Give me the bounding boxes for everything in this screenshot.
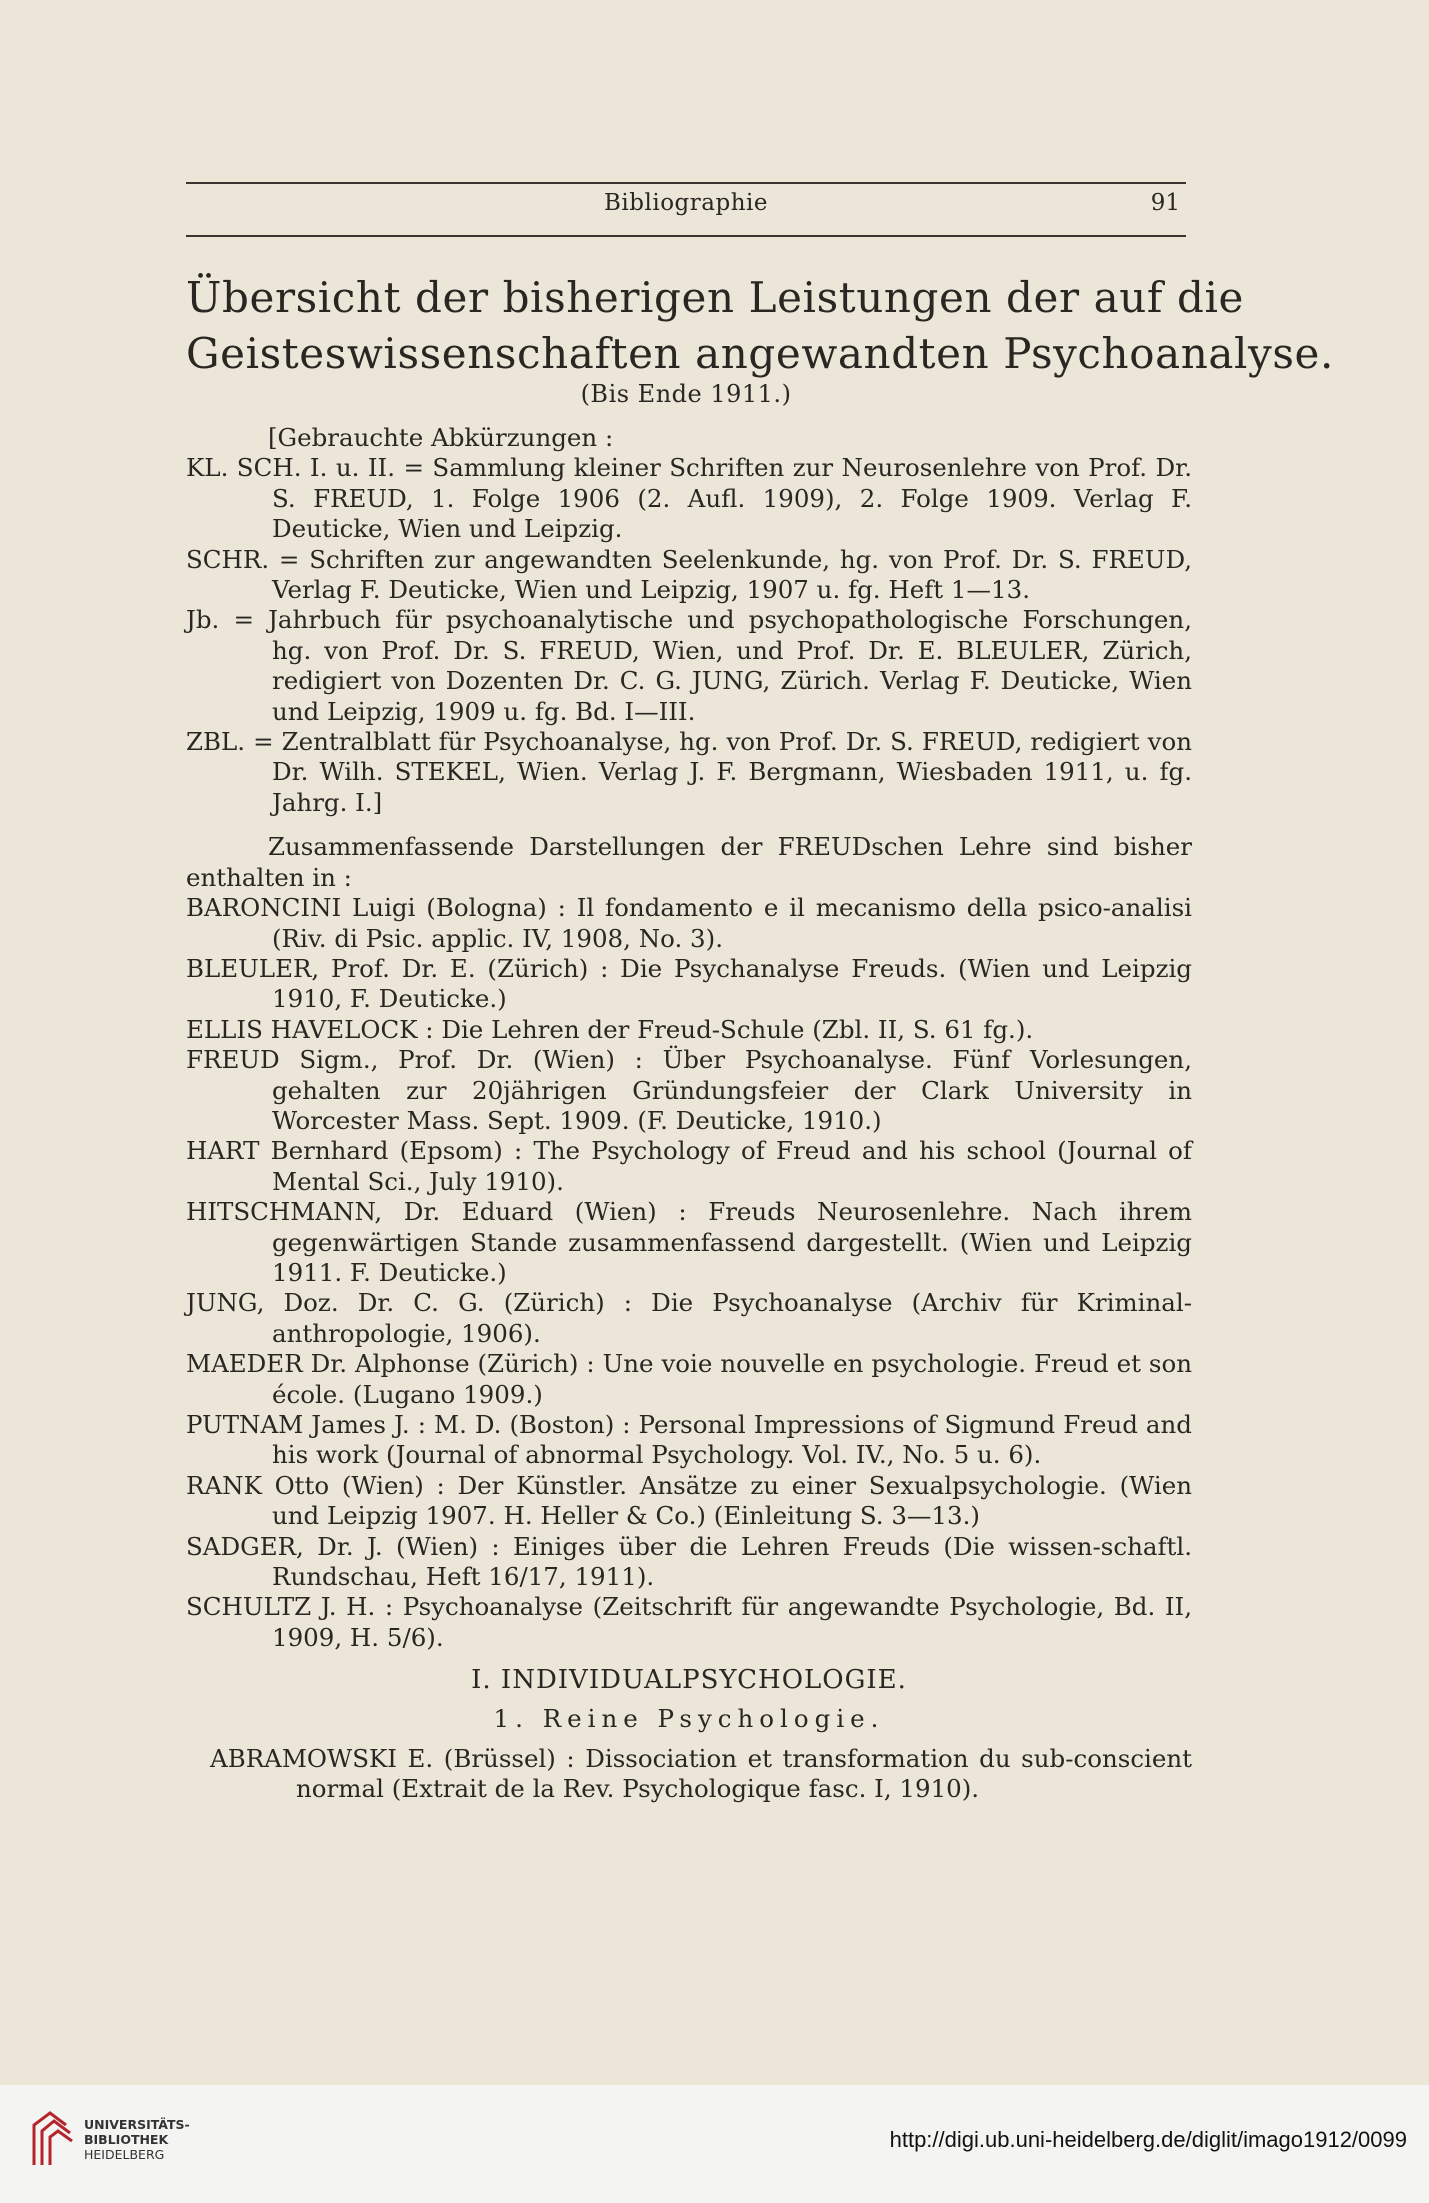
bibliography-entry: MAEDER Dr. Alphonse (Zürich) : Une voie nouvelle en psychologie. Freud et son école. (Lugano 1909.) xyxy=(186,1349,1192,1409)
main-title-line-1: Übersicht der bisherigen Leistungen der auf die xyxy=(186,273,1244,322)
source-url-link[interactable]: http://digi.ub.uni-heidelberg.de/diglit/imago1912/0099 xyxy=(889,2127,1407,2152)
bibliography-entry: BARONCINI Luigi (Bologna) : Il fondamento e il mecanismo della psico-analisi (Riv. di Psic. applic. IV, 1908, No. 3). xyxy=(186,893,1192,953)
abbreviations-intro: [Gebrauchte Abkürzungen : xyxy=(268,423,614,452)
bibliography-entry: ELLIS HAVELOCK : Die Lehren der Freud-Schule (Zbl. II, S. 61 fg.). xyxy=(186,1014,1034,1044)
page-number: 91 xyxy=(1150,190,1180,216)
library-name-line: BIBLIOTHEK xyxy=(84,2132,169,2147)
running-head-title: Bibliographie xyxy=(604,190,768,216)
summary-intro: Zusammenfassende Darstellungen der FREUDschen Lehre sind bisher enthalten in : xyxy=(186,832,1192,892)
subsection-heading: 1. Reine Psychologie. xyxy=(493,1703,885,1733)
main-title-line-2: Geisteswissenschaften angewandten Psychoanalyse. xyxy=(186,329,1334,378)
body-text xyxy=(186,423,1192,1805)
bibliography-entry: FREUD Sigm., Prof. Dr. (Wien) : Über Psychoanalyse. Fünf Vorlesungen, gehalten zur 20jährigen Gründungsfeier der Clark University in Worcester Mass. Sept. 1909. (F. Deuticke, 1910.) xyxy=(186,1045,1192,1135)
library-name-line: HEIDELBERG xyxy=(84,2147,165,2162)
main-title xyxy=(186,270,1334,382)
abbreviation-entry: SCHR. = Schriften zur angewandten Seelenkunde, hg. von Prof. Dr. S. FREUD, Verlag F. Deuticke, Wien und Leipzig, 1907 u. fg. Heft 1—13. xyxy=(186,544,1192,605)
bibliography-entry: ABRAMOWSKI E. (Brüssel) : Dissociation et transformation du sub-conscient normal (Extrait de la Rev. Psychologique fasc. I, 1910). xyxy=(210,1744,1192,1804)
bibliography-entry: RANK Otto (Wien) : Der Künstler. Ansätze zu einer Sexualpsychologie. (Wien und Leipzig 1907. H. Heller & Co.) (Einleitung S. 3—13.) xyxy=(186,1470,1192,1531)
bibliography-entry: BLEULER, Prof. Dr. E. (Zürich) : Die Psychanalyse Freuds. (Wien und Leipzig 1910, F. Deuticke.) xyxy=(186,953,1192,1014)
library-name xyxy=(84,2117,190,2162)
bibliography-entry: SADGER, Dr. J. (Wien) : Einiges über die Lehren Freuds (Die wissen-schaftl. Rundschau, Heft 16/17, 1911). xyxy=(186,1531,1192,1592)
bibliography-entry: JUNG, Doz. Dr. C. G. (Zürich) : Die Psychoanalyse (Archiv für Kriminal-anthropologie, 1906). xyxy=(186,1288,1192,1348)
digitization-footer xyxy=(0,2085,1429,2203)
header-rule-top xyxy=(186,182,1186,184)
bibliography-entry: HART Bernhard (Epsom) : The Psychology of Freud and his school (Journal of Mental Sci., July 1910). xyxy=(186,1136,1192,1196)
abbreviation-entry: ZBL. = Zentralblatt für Psychoanalyse, hg. von Prof. Dr. S. FREUD, redigiert von Dr. Wilh. STEKEL, Wien. Verlag J. F. Bergmann, Wiesbaden 1911, u. fg. Jahrg. I.] xyxy=(186,727,1192,817)
header-rule-bottom xyxy=(186,235,1186,237)
library-logo-icon xyxy=(28,2107,76,2171)
abbreviation-entry: KL. SCH. I. u. II. = Sammlung kleiner Schriften zur Neurosenlehre von Prof. Dr. S. FREUD, 1. Folge 1906 (2. Aufl. 1909), 2. Folge 1909. Verlag F. Deuticke, Wien und Leipzig. xyxy=(186,453,1192,544)
abbreviation-entry: Jb. = Jahrbuch für psychoanalytische und psychopathologische Forschungen, hg. von Prof. Dr. S. FREUD, Wien, und Prof. Dr. E. BLEULER, Zürich, redigiert von Dozenten Dr. C. G. JUNG, Zürich. Verlag F. Deuticke, Wien und Leipzig, 1909 u. fg. Bd. I—III. xyxy=(186,605,1192,726)
running-head xyxy=(186,190,1186,230)
section-heading: I. INDIVIDUALPSYCHOLOGIE. xyxy=(471,1665,907,1696)
bibliography-entry: SCHULTZ J. H. : Psychoanalyse (Zeitschrift für angewandte Psychologie, Bd. II, 1909, H. 5/6). xyxy=(186,1592,1192,1652)
subtitle: (Bis Ende 1911.) xyxy=(580,380,792,408)
bibliography-entry: PUTNAM James J. : M. D. (Boston) : Personal Impressions of Sigmund Freud and his work (Journal of abnormal Psychology. Vol. IV., No. 5 u. 6). xyxy=(186,1410,1192,1470)
bibliography-entry: HITSCHMANN, Dr. Eduard (Wien) : Freuds Neurosenlehre. Nach ihrem gegenwärtigen Stande zusammenfassend dargestellt. (Wien und Leipzig 1911. F. Deuticke.) xyxy=(186,1197,1192,1287)
library-name-line: UNIVERSITÄTS- xyxy=(84,2117,190,2132)
